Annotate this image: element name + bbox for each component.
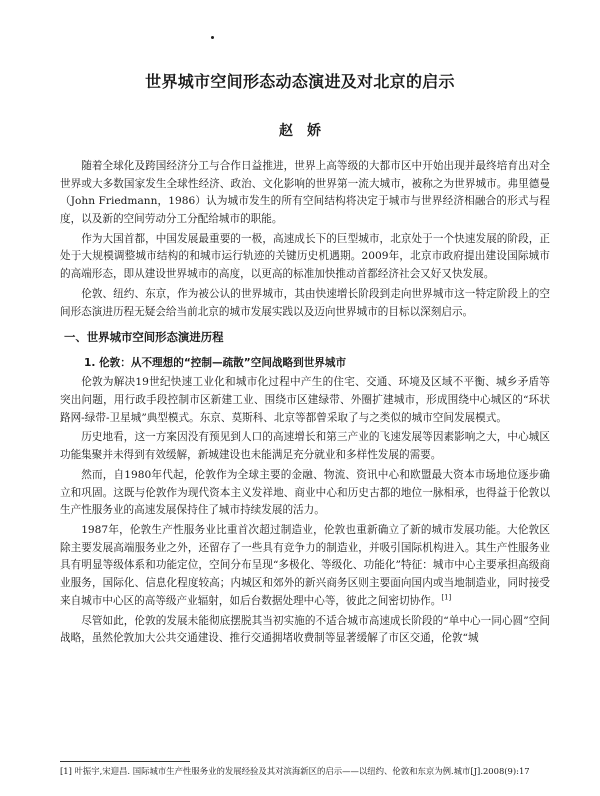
body-paragraph-5: 尽管如此，伦敦的发展未能彻底摆脱其当初实施的不适合城市高速成长阶段的“单中心一同心圆”空间战略，虽然伦敦加大公共交通建设、推行交通拥堵收费制等显著缓解了市区交通，伦敦“城	[60, 614, 550, 645]
footnote-reference: [1]	[441, 593, 452, 602]
body-paragraph-4	[60, 522, 550, 610]
intro-paragraph-1: 随着全球化及跨国经济分工与合作日益推进，世界上高等级的大都市区中开始出现并最终培育出对全世界或大多数国家发生全球性经济、政治、文化影响的世界第一流大城市，被称之为世界城市。弗里德曼（John Friedmann，1986）认为城市发生的所有空间结构将决定于城市与世界经济相融合的形式与程度，以及新的空间劳动分工分配给城市的职能。	[60, 160, 550, 225]
footnote-divider	[60, 761, 190, 762]
body-paragraph-3: 然而，自1980年代起，伦敦作为全球主要的金融、物流、资讯中心和欧盟最大资本市场地位逐步确立和巩固。这既与伦敦作为现代资本主义发祥地、商业中心和历史古都的地位一脉相承，也得益于伦敦以生产性服务业的高速发展保持住了城市持续发展的活力。	[60, 469, 550, 517]
body-paragraph-2: 历史地看，这一方案因没有预见到人口的高速增长和第三产业的飞速发展等因素影响之大，中心城区功能集聚并未得到有效缓解，新城建设也未能满足充分就业和多样性发展的需要。	[60, 431, 550, 462]
scan-speck	[211, 36, 214, 39]
section-heading: 一、世界城市空间形态演进历程	[64, 330, 224, 345]
intro-paragraph-3: 伦敦、纽约、东京，作为被公认的世界城市，其由快速增长阶段到走向世界城市这一特定阶段上的空间形态演进历程无疑会给当前北京的城市发展实践以及迈向世界城市的目标以深刻启示。	[60, 287, 550, 318]
footnote: [1] 叶振宇,宋迎昌. 国际城市生产性服务业的发展经验及其对滨海新区的启示——以纽约、伦敦和东京为例.城市[J].2008(9):17	[60, 766, 530, 776]
body-paragraph-4-text: 1987年，伦敦生产性服务业比重首次超过制造业，伦敦也重新确立了新的城市发展功能。大伦敦区除主要发展高端服务业之外，还留存了一些具有竞争力的制造业，并吸引国际机构进入。其生产性服务业具有明显等级体系和功能定位，空间分布呈现“多极化、等级化、功能化”特征：城市中心主要承担高级商业服务，国际化、信息化程度较高；内城区和郊外的新兴商务区则主要面向国内或当地制造业，同时接受来自城市中心区的高等级产业辐射，如后台数据处理中心等，彼此之间密切协作。	[60, 524, 550, 607]
subsection-heading: 1. 伦敦：从不理想的“控制—疏散”空间战略到世界城市	[84, 356, 347, 369]
paper-body	[60, 158, 550, 650]
paper-author: 赵娇	[279, 123, 335, 139]
paper-title: 世界城市空间形态动态演进及对北京的启示	[145, 72, 455, 91]
body-paragraph-1: 伦敦为解决19世纪快速工业化和城市化过程中产生的住宅、交通、环境及区域不平衡、城乡矛盾等突出问题，用行政手段控制市区新建工业、围绕市区建绿带、外圈扩建城市，形成围绕中心城区的“环状路网-绿带-卫星城”典型模式。东京、莫斯科、北京等都曾采取了与之类似的城市空间发展模式。	[60, 376, 550, 424]
intro-paragraph-2: 作为大国首都，中国发展最重要的一极，高速成长下的巨型城市，北京处于一个快速发展的阶段，正处于大规模调整城市结构的和城市运行轨迹的关键历史机遇期。2009年，北京市政府提出建设国际城市的高端形态，即从建设世界城市的高度，以更高的标准加快推动首都经济社会又好又快发展。	[60, 232, 550, 280]
